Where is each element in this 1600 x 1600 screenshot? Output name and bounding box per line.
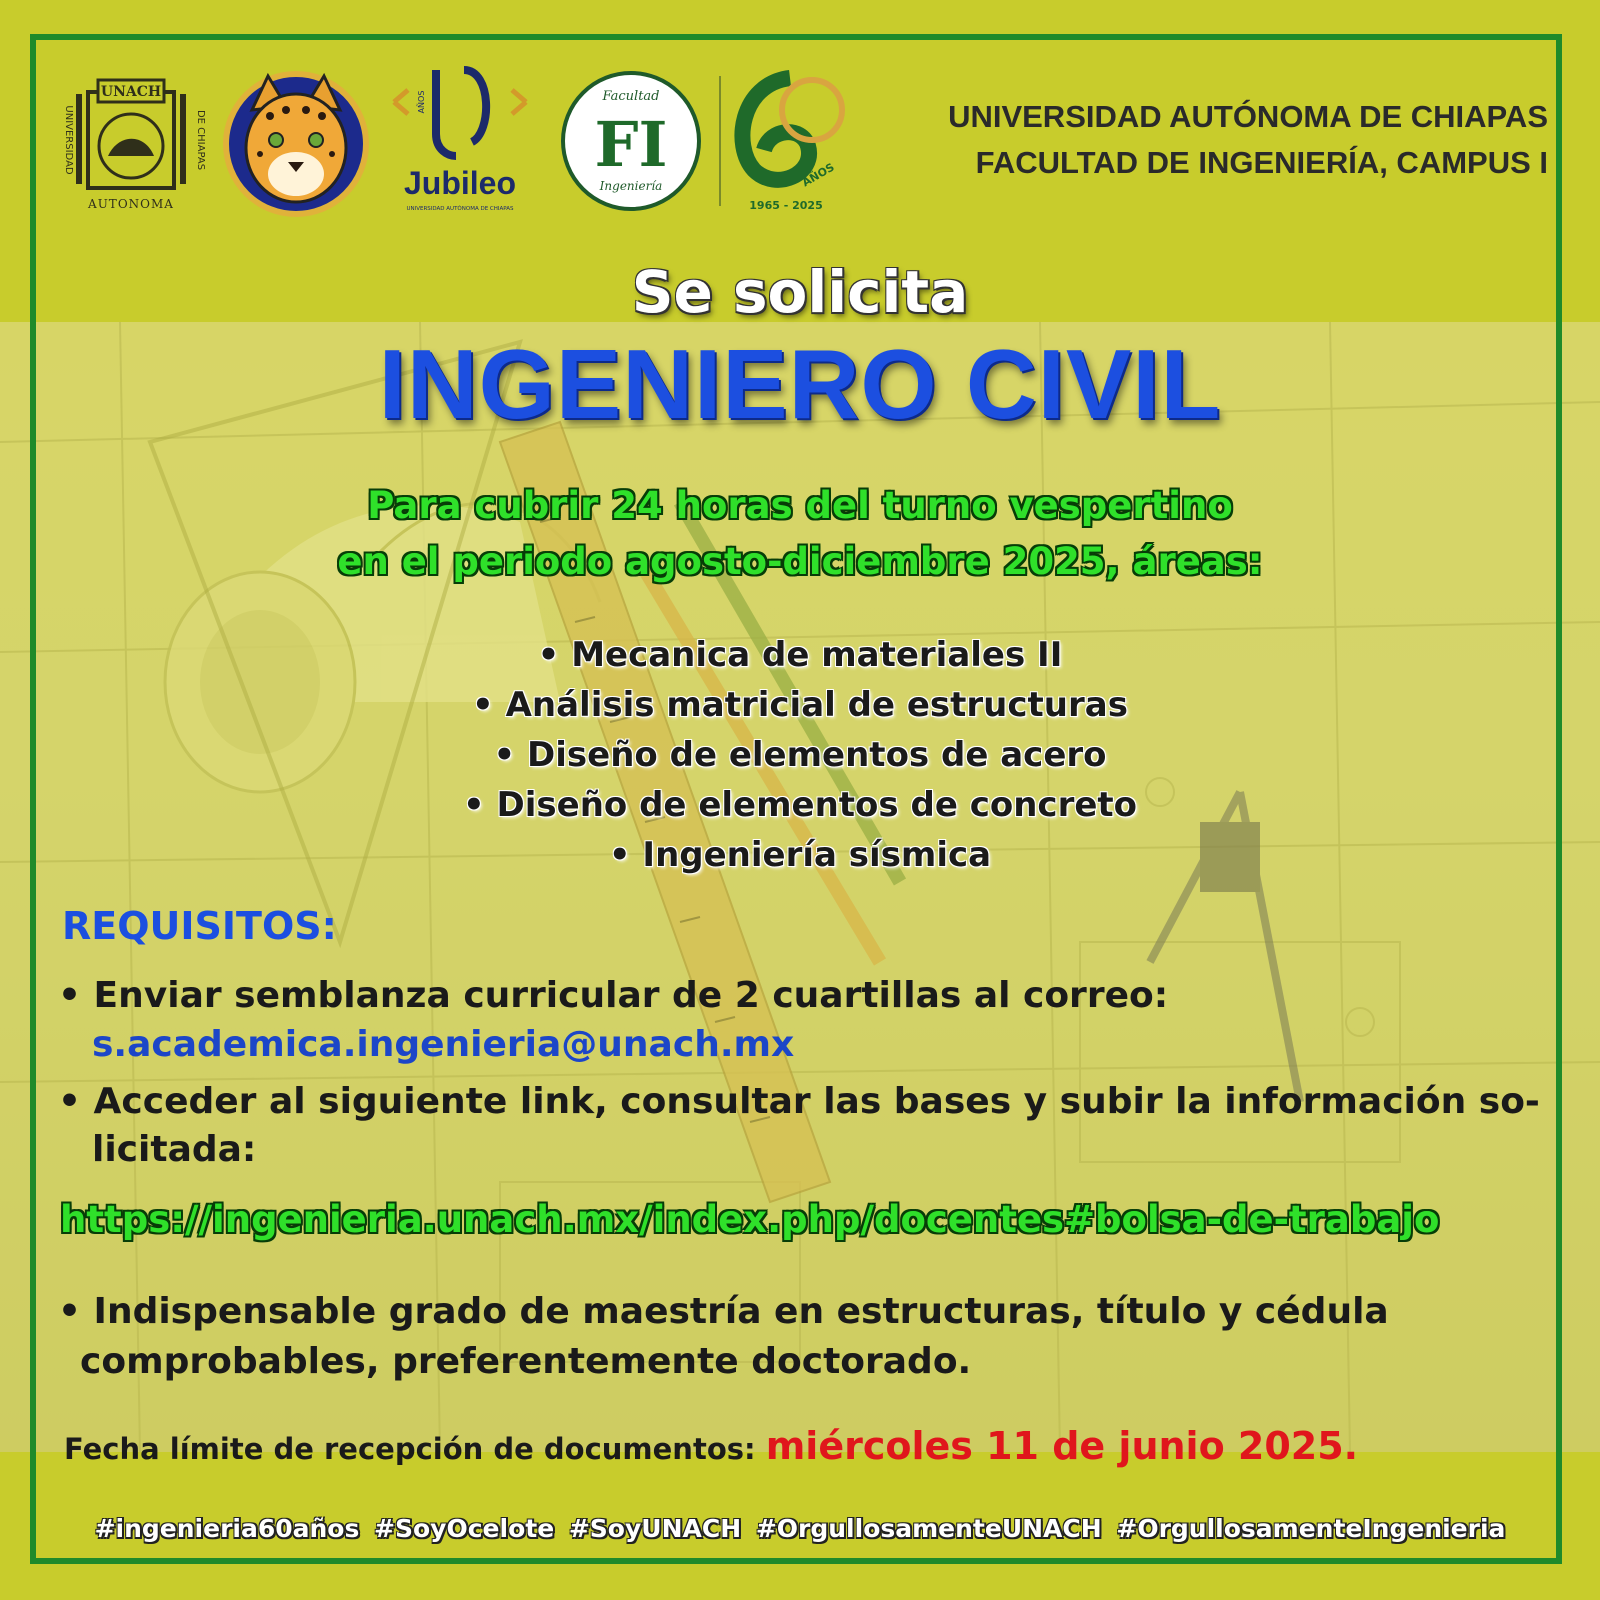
jubileo-logo xyxy=(380,62,540,222)
faculty-name: FACULTAD DE INGENIERÍA, CAMPUS I xyxy=(975,145,1548,180)
unach-seal-logo xyxy=(58,74,204,216)
requirement-item-2-line-2: licitada: xyxy=(92,1129,257,1170)
area-item: • Mecanica de materiales II xyxy=(537,635,1063,675)
email-link[interactable]: s.academica.ingenieria@unach.mx xyxy=(92,1024,795,1065)
sixty-years-icon xyxy=(720,66,850,222)
deadline xyxy=(64,1424,1358,1468)
university-name: UNIVERSIDAD AUTÓNOMA DE CHIAPAS xyxy=(948,99,1548,134)
requirement-item-2-line-1: • Acceder al siguiente link, consultar las bases y subir la información so- xyxy=(58,1081,1540,1122)
fi-top-text: Facultad xyxy=(602,89,660,104)
sixty-years-text: 1965 - 2025 xyxy=(749,199,823,212)
ocelot-mascot-icon xyxy=(222,70,370,218)
requirement-item-3-line-1: • Indispensable grado de maestría en estructuras, título y cédula xyxy=(58,1291,1389,1332)
institution-header xyxy=(948,94,1548,186)
areas-list xyxy=(0,630,1600,880)
unach-seal-icon xyxy=(58,74,204,216)
requirement-item-3-line-2: comprobables, preferentemente doctorado. xyxy=(80,1341,972,1382)
job-title: INGENIERO CIVIL xyxy=(378,329,1222,439)
seal-bottom-text: AUTONOMA xyxy=(88,197,174,211)
area-item: • Diseño de elementos de acero xyxy=(493,735,1107,775)
facultad-ingenieria-icon xyxy=(560,70,702,212)
ocelot-logo xyxy=(222,70,370,218)
subtitle xyxy=(0,478,1600,590)
hashtags: #ingenieria60años #SoyOcelote #SoyUNACH #OrgullosamenteUNACH #OrgullosamenteIngenieria xyxy=(94,1514,1506,1543)
deadline-label: Fecha límite de recepción de documentos: xyxy=(64,1432,766,1466)
jubileo-sublabel: UNIVERSIDAD AUTÓNOMA DE CHIAPAS xyxy=(406,206,514,212)
subtitle-line-2: en el periodo agosto-diciembre 2025, áreas: xyxy=(337,540,1263,583)
seal-top-text: UNACH xyxy=(100,84,162,100)
subtitle-line-1: Para cubrir 24 horas del turno vespertino xyxy=(367,484,1233,527)
requirements-title: REQUISITOS: xyxy=(62,904,337,948)
area-item: • Diseño de elementos de concreto xyxy=(462,785,1138,825)
fi-logo xyxy=(560,70,702,212)
area-item: • Ingeniería sísmica xyxy=(608,835,992,875)
deadline-date: miércoles 11 de junio 2025. xyxy=(765,1424,1359,1468)
fi-bottom-text: Ingeniería xyxy=(599,179,663,193)
jubileo-small-text: AÑOS xyxy=(417,90,426,114)
jubileo-50-icon xyxy=(380,62,540,222)
seal-right-text: DE CHIAPAS xyxy=(195,109,206,171)
requirement-item-1: • Enviar semblanza curricular de 2 cuartillas al correo: xyxy=(58,975,1169,1016)
seal-left-text: UNIVERSIDAD xyxy=(63,105,74,175)
job-board-link[interactable]: https://ingenieria.unach.mx/index.php/docentes#bolsa-de-trabajo xyxy=(60,1198,1440,1241)
jubileo-label: Jubileo xyxy=(403,165,517,201)
area-item: • Análisis matricial de estructuras xyxy=(472,685,1128,725)
title-small: Se solicita xyxy=(631,258,969,326)
sixty-small-text: AÑOS xyxy=(799,160,837,190)
sixty-years-logo xyxy=(720,66,850,222)
fi-letters: FI xyxy=(594,108,668,181)
